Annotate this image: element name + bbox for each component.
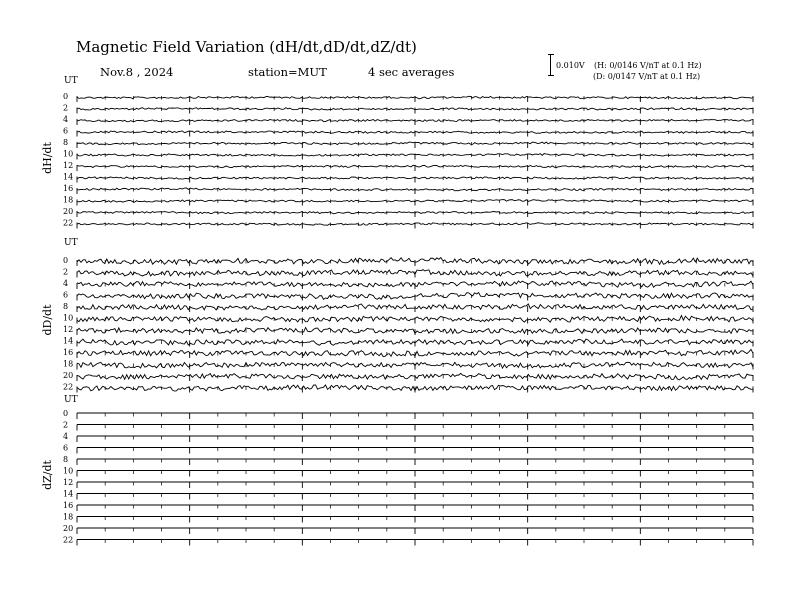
ut-label: UT	[64, 76, 78, 86]
row-hour-label: 22	[63, 382, 74, 392]
row-hour-label: 20	[63, 524, 74, 533]
row-hour-label: 20	[63, 207, 74, 216]
station-label: station=MUT	[248, 65, 327, 79]
row-hour-label: 2	[63, 267, 69, 277]
row-hour-label: 22	[63, 535, 74, 545]
panel-label-dZdt: dZ/dt	[41, 460, 54, 490]
row-hour-label: 8	[63, 302, 69, 311]
row-hour-label: 2	[63, 420, 69, 430]
scale-d-label: (D: 0/0147 V/nT at 0.1 Hz)	[593, 72, 701, 81]
row-hour-label: 22	[63, 218, 74, 228]
row-hour-label: 4	[63, 279, 69, 288]
row-hour-label: 14	[63, 489, 74, 499]
panel-label-dHdt: dH/dt	[41, 142, 54, 174]
row-hour-label: 20	[63, 371, 74, 380]
row-hour-label: 2	[63, 103, 69, 113]
row-hour-label: 0	[63, 256, 69, 265]
averaging-label: 4 sec averages	[368, 65, 455, 79]
panel-label-dDdt: dD/dt	[41, 304, 54, 336]
row-hour-label: 12	[63, 325, 74, 334]
date-label: Nov.8 , 2024	[100, 65, 174, 79]
row-hour-label: 4	[63, 432, 69, 441]
row-hour-label: 12	[63, 478, 74, 487]
row-hour-label: 6	[63, 126, 69, 136]
row-hour-label: 16	[63, 348, 74, 357]
row-hour-label: 6	[63, 443, 69, 453]
row-hour-label: 16	[63, 184, 74, 193]
row-hour-label: 0	[63, 92, 69, 101]
row-hour-label: 8	[63, 138, 69, 147]
row-hour-label: 10	[63, 466, 74, 476]
row-hour-label: 12	[63, 161, 74, 170]
row-hour-label: 0	[63, 409, 69, 418]
row-hour-label: 10	[63, 313, 74, 323]
row-hour-label: 16	[63, 501, 74, 510]
row-hour-label: 18	[63, 195, 74, 205]
row-hour-label: 14	[63, 172, 74, 182]
row-hour-label: 14	[63, 336, 74, 346]
row-hour-label: 4	[63, 115, 69, 124]
ut-label: UT	[64, 395, 78, 405]
row-hour-label: 6	[63, 290, 69, 300]
scale-h-label: (H: 0/0146 V/nT at 0.1 Hz)	[594, 61, 702, 70]
row-hour-label: 18	[63, 512, 74, 522]
row-hour-label: 10	[63, 149, 74, 159]
row-hour-label: 18	[63, 359, 74, 369]
ut-label: UT	[64, 238, 78, 248]
page-title: Magnetic Field Variation (dH/dt,dD/dt,dZ/dt)	[76, 38, 417, 56]
scale-value-label: 0.010V	[556, 61, 585, 70]
row-hour-label: 8	[63, 455, 69, 464]
